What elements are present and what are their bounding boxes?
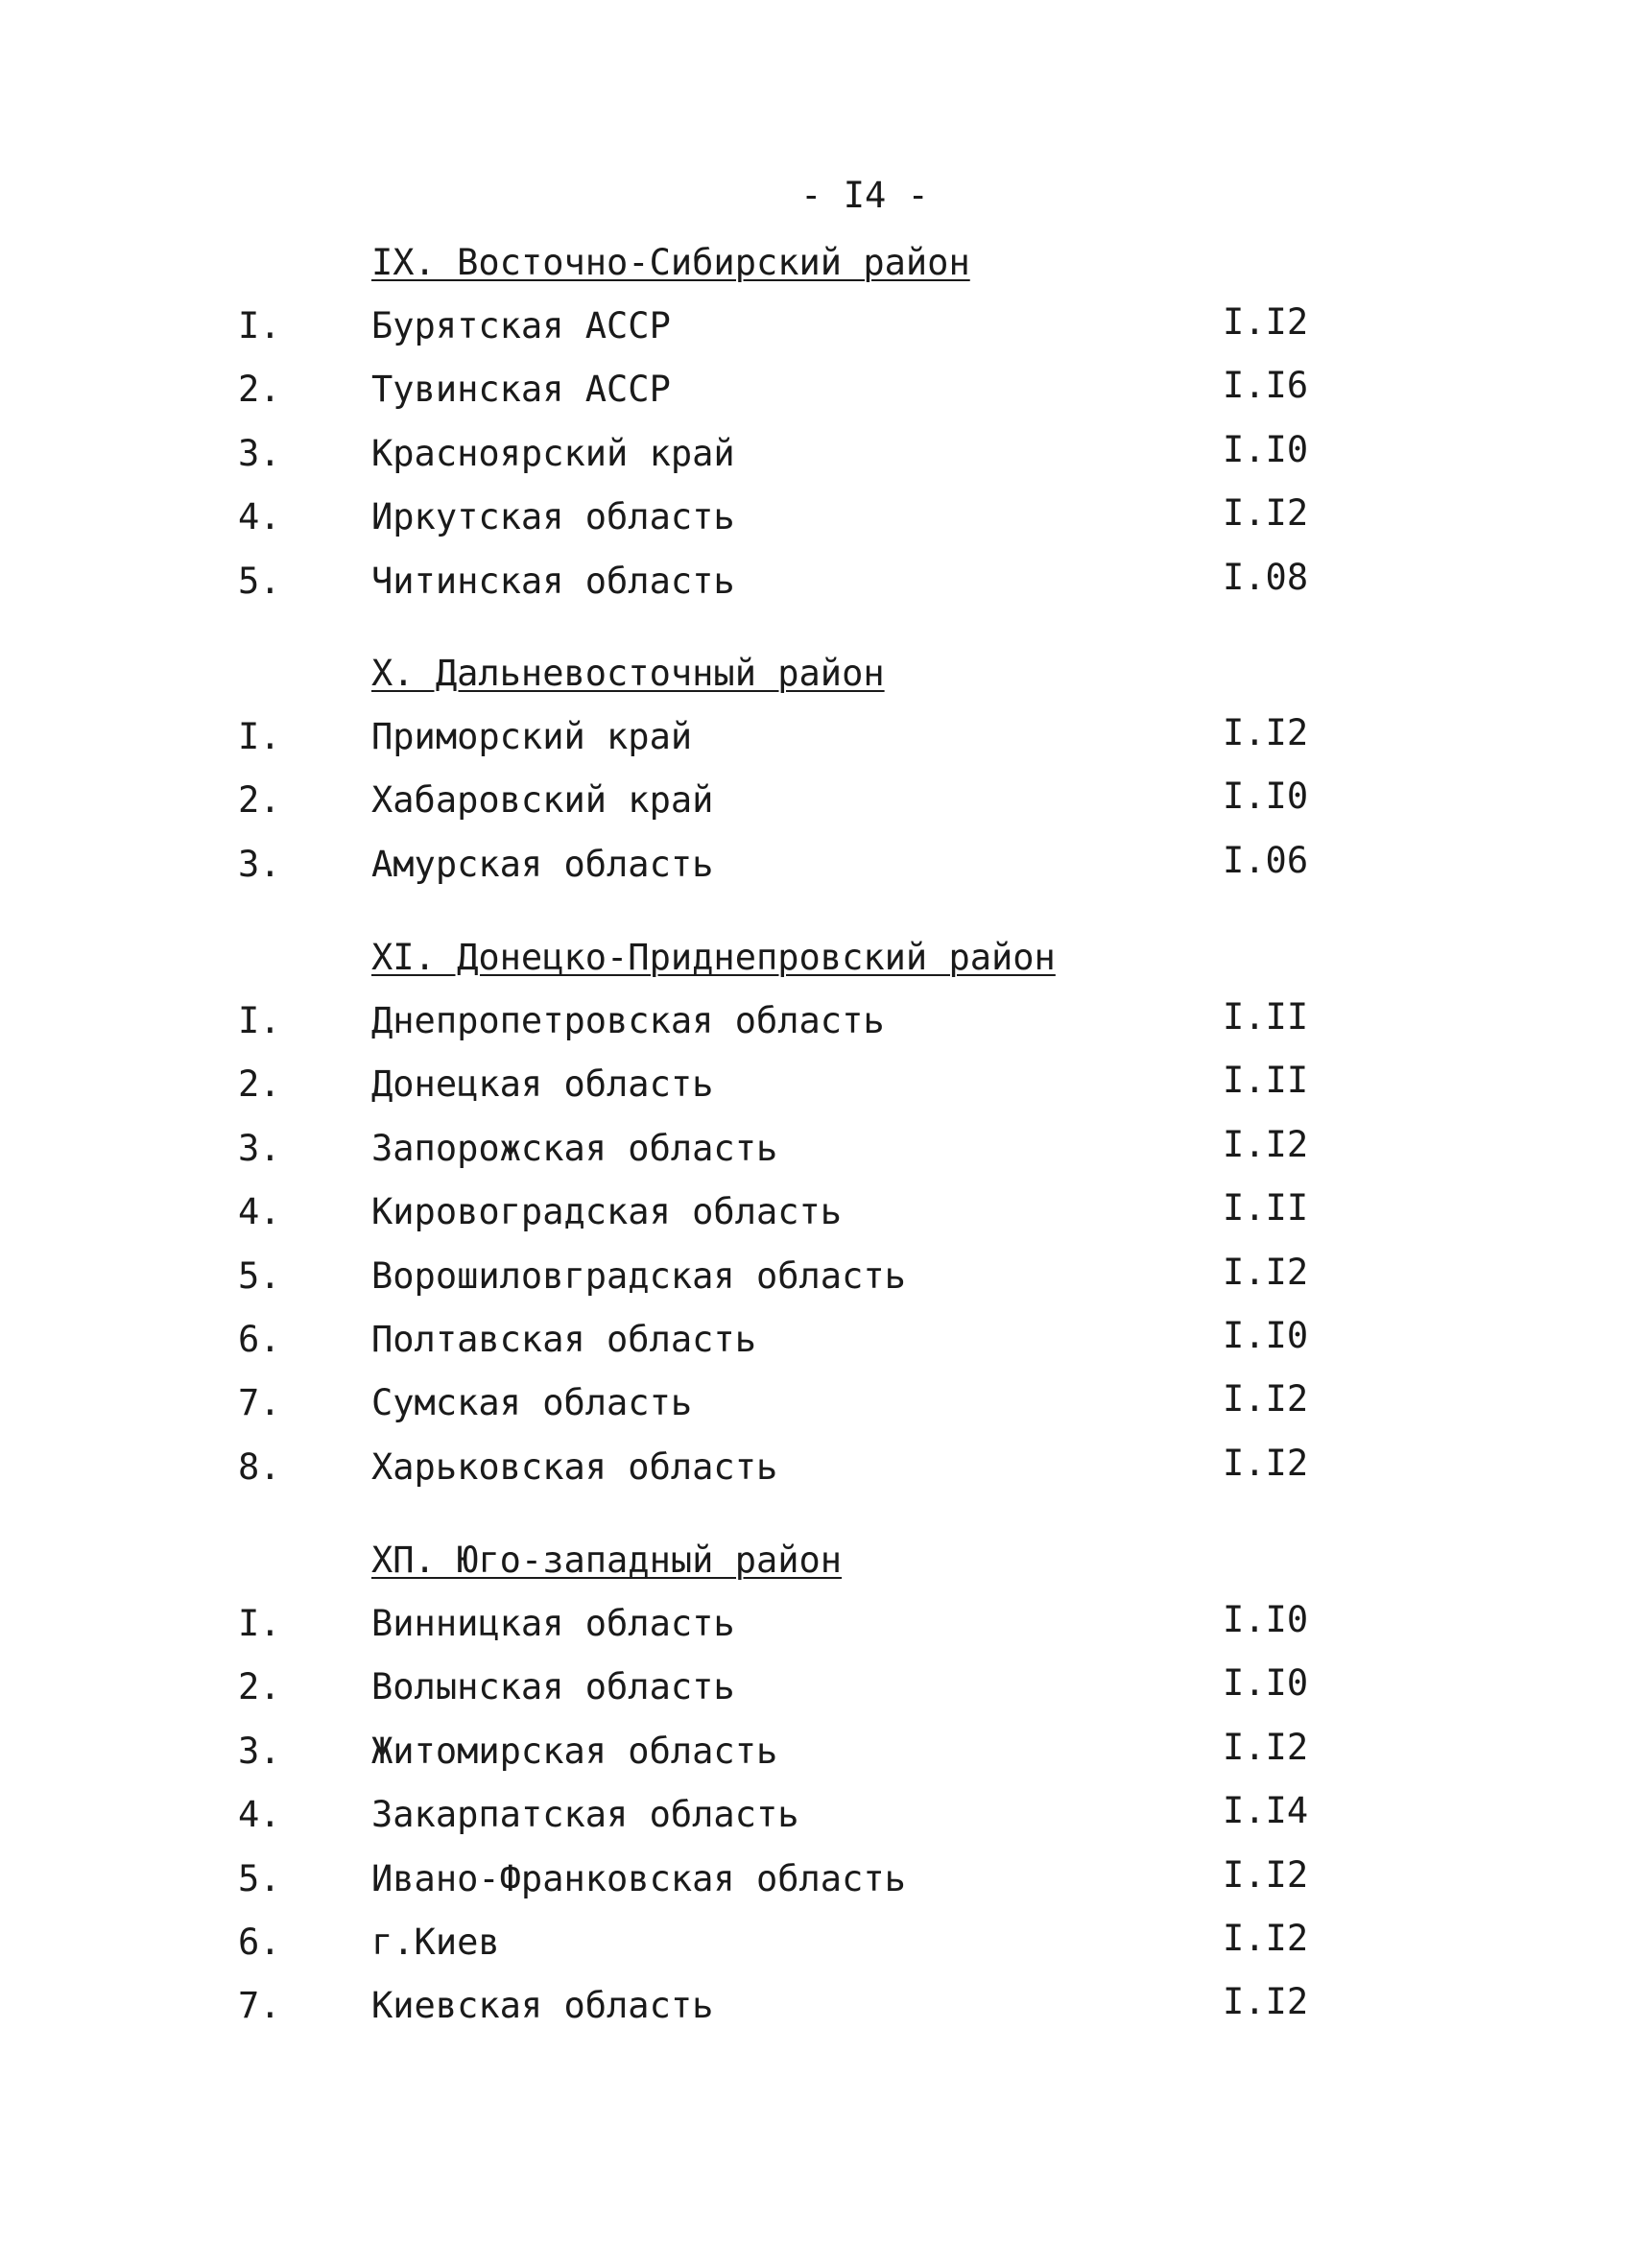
item-number: 3. (238, 1127, 281, 1169)
coefficient-value: I.06 (1223, 839, 1309, 881)
list-item (0, 1315, 1643, 1378)
coefficient-value: I.08 (1223, 556, 1309, 598)
item-number: 4. (238, 1794, 281, 1836)
item-number: 8. (238, 1445, 281, 1488)
region-name: Приморский край (371, 716, 693, 757)
list-item (0, 1378, 1643, 1442)
list-item (0, 1662, 1643, 1726)
list-item (0, 1727, 1643, 1790)
region-name: Киевская область (371, 1985, 714, 2027)
coefficient-value: I.II (1223, 1060, 1309, 1102)
region-name: Винницкая область (371, 1603, 735, 1644)
item-number: 2. (238, 369, 281, 411)
list-item (0, 712, 1643, 776)
region-name: Тувинская АССР (371, 369, 671, 411)
coefficient-value: I.I6 (1223, 365, 1309, 407)
coefficient-value: I.I0 (1223, 428, 1309, 470)
coefficient-value: I.I2 (1223, 1853, 1309, 1896)
item-number: I. (238, 716, 281, 757)
region-name: Харьковская область (371, 1445, 778, 1488)
item-number: I. (238, 1000, 281, 1041)
item-number: 7. (238, 1382, 281, 1424)
region-name: Красноярский край (371, 432, 735, 474)
coefficient-value: I.I2 (1223, 1251, 1309, 1293)
section-title: XП. Юго-западный район (371, 1540, 843, 1581)
list-item (0, 1918, 1643, 1981)
section-title: XI. Донецко-Приднепровский район (371, 937, 1056, 978)
region-name: Хабаровский край (371, 779, 714, 822)
section-rows (0, 996, 1643, 1506)
page-number: - I4 - (800, 175, 929, 216)
region-name: Ивано-Франковская область (371, 1857, 906, 1899)
item-number: 2. (238, 1063, 281, 1106)
list-item (0, 1981, 1643, 2044)
region-name: Сумская область (371, 1382, 693, 1424)
list-item (0, 1790, 1643, 1853)
coefficient-value: I.I2 (1223, 1378, 1309, 1420)
region-name: Волынская область (371, 1666, 735, 1708)
coefficient-value: I.I0 (1223, 1599, 1309, 1640)
region-name: Житомирская область (371, 1730, 778, 1772)
region-name: Запорожская область (371, 1127, 778, 1169)
region-name: Донецкая область (371, 1063, 714, 1106)
item-number: 4. (238, 496, 281, 538)
coefficient-value: I.I2 (1223, 1981, 1309, 2023)
item-number: 2. (238, 779, 281, 822)
coefficient-value: I.I2 (1223, 492, 1309, 535)
list-item (0, 1443, 1643, 1506)
section-rows (0, 712, 1643, 903)
list-item (0, 429, 1643, 492)
list-item (0, 996, 1643, 1060)
region-name: г.Киев (371, 1921, 500, 1963)
region-name: Кировоградская область (371, 1191, 843, 1233)
coefficient-value: I.I2 (1223, 301, 1309, 343)
list-item (0, 1252, 1643, 1315)
region-name: Читинская область (371, 560, 735, 602)
coefficient-value: I.II (1223, 1187, 1309, 1229)
list-item (0, 1854, 1643, 1918)
list-item (0, 1060, 1643, 1123)
section-title: IX. Восточно-Сибирский район (371, 242, 970, 283)
item-number: 7. (238, 1985, 281, 2027)
item-number: 3. (238, 843, 281, 885)
list-item (0, 492, 1643, 556)
region-name: Иркутская область (371, 496, 735, 538)
coefficient-value: I.I0 (1223, 776, 1309, 818)
coefficient-value: I.I2 (1223, 712, 1309, 753)
list-item (0, 1124, 1643, 1187)
coefficient-value: I.I2 (1223, 1442, 1309, 1484)
list-item (0, 365, 1643, 428)
list-item (0, 557, 1643, 620)
coefficient-value: I.I2 (1223, 1123, 1309, 1165)
region-name: Амурская область (371, 843, 714, 885)
list-item (0, 1187, 1643, 1251)
list-item (0, 1599, 1643, 1662)
coefficient-value: I.I0 (1223, 1662, 1309, 1705)
section-title: X. Дальневосточный район (371, 653, 885, 694)
region-name: Днепропетровская область (371, 1000, 885, 1041)
list-item (0, 776, 1643, 839)
coefficient-value: I.I2 (1223, 1726, 1309, 1768)
coefficient-value: I.I4 (1223, 1790, 1309, 1832)
coefficient-value: I.II (1223, 996, 1309, 1038)
region-name: Ворошиловградская область (371, 1254, 906, 1297)
item-number: 3. (238, 432, 281, 474)
coefficient-value: I.I2 (1223, 1917, 1309, 1959)
item-number: I. (238, 1603, 281, 1644)
item-number: 3. (238, 1730, 281, 1772)
section-rows (0, 301, 1643, 620)
region-name: Закарпатская область (371, 1794, 799, 1836)
item-number: 2. (238, 1666, 281, 1708)
item-number: 6. (238, 1318, 281, 1360)
item-number: 5. (238, 1857, 281, 1899)
region-name: Бурятская АССР (371, 305, 671, 346)
coefficient-value: I.I0 (1223, 1314, 1309, 1356)
list-item (0, 840, 1643, 903)
list-item (0, 301, 1643, 365)
item-number: I. (238, 305, 281, 346)
region-name: Полтавская область (371, 1318, 756, 1360)
section-rows (0, 1599, 1643, 2045)
item-number: 6. (238, 1921, 281, 1963)
item-number: 5. (238, 1254, 281, 1297)
item-number: 5. (238, 560, 281, 602)
item-number: 4. (238, 1191, 281, 1233)
